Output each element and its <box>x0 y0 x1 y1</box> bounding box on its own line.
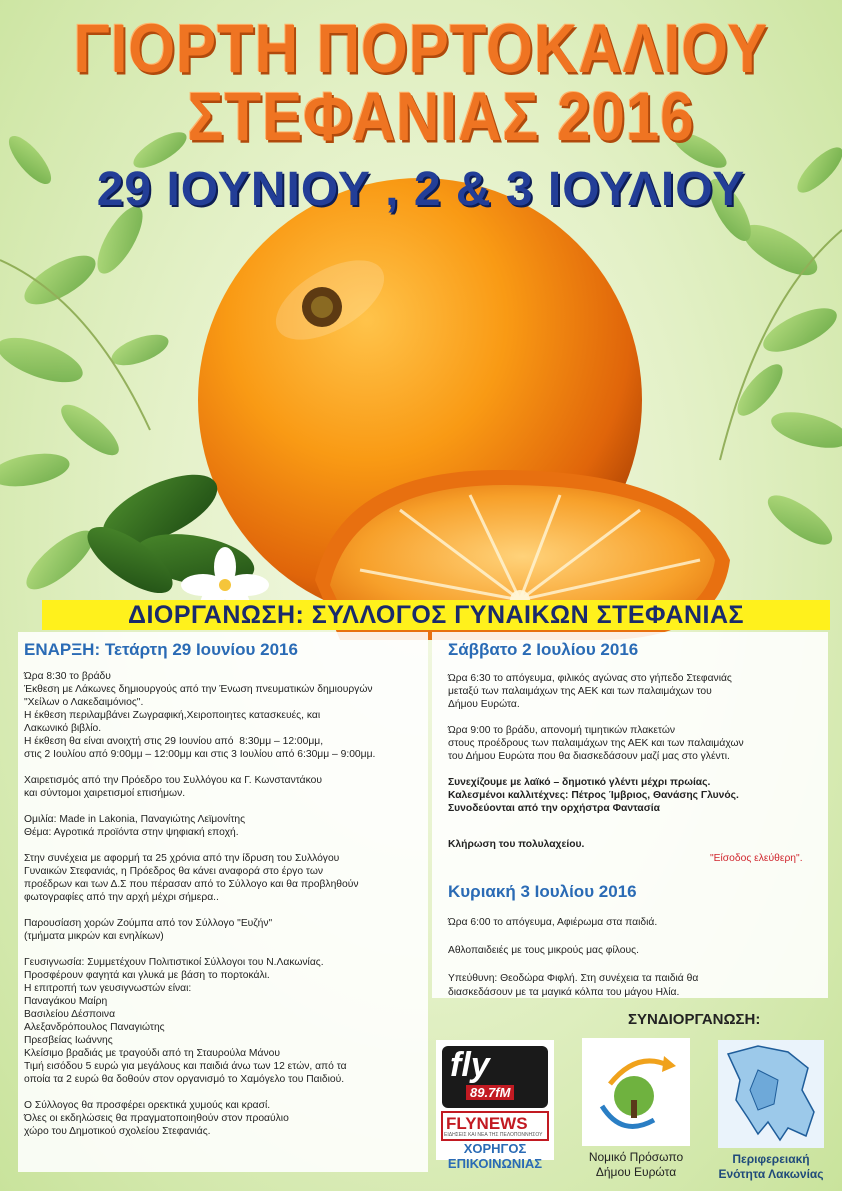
fly-caption-line2: ΕΠΙΚΟΙΝΩΝΙΑΣ <box>447 1156 543 1171</box>
laconia-region-logo <box>718 1040 824 1148</box>
organizer-banner: ΔΙΟΡΓΑΝΩΣΗ: ΣΥΛΛΟΓΟΣ ΓΥΝΑΙΚΩΝ ΣΤΕΦΑΝΙΑΣ <box>42 600 830 630</box>
co-organizers-heading: ΣΥΝΔΙΟΡΓΑΝΩΣΗ: <box>628 1011 761 1028</box>
day3-program: Ώρα 6:00 το απόγευμα, Αφιέρωμα στα παιδιά. Αθλοπαιδειές με τους μικρούς μας φίλους. Υπεύθυνη: Θεοδώρα Φιφλή. Στη συνέχεια τα παιδιά θα διασκεδάσουν με τα μαγικά κόλπα του μάγου Ηλία. <box>448 917 699 998</box>
region-caption <box>696 1152 842 1182</box>
flynews-text: FLYNEWS <box>446 1114 528 1133</box>
evrotas-logo-graphic <box>582 1038 690 1146</box>
day2-program: Ώρα 6:30 το απόγευμα, φιλικός αγώνας στο γήπεδο Στεφανιάς μεταξύ των παλαιμάχων της ΑΕΚ και των παλαιμάχων του Δήμου Ευρώτα. Ώρα 9:00 το βράδυ, απονομή τιμητικών πλακετών στους προέδρους των παλαιμάχων της ΑΕΚ και των παλαιμάχων του Δήμου Ευρώτα που θα διασκεδάσουν μαζί μας στο γλέντι. <box>448 673 744 762</box>
day1-panel <box>18 632 428 1172</box>
region-caption-line2: Ενότητα Λακωνίας <box>718 1167 824 1181</box>
day3-heading: Κυριακή 3 Ιουλίου 2016 <box>448 882 637 901</box>
title-line-2: ΣΤΕΦΑΝΙΑΣ 2016 <box>187 77 695 156</box>
fly-frequency: 89.7fM <box>466 1085 514 1100</box>
region-caption-line1: Περιφερειακή <box>732 1152 810 1166</box>
day2-raffle: Κλήρωση του πολυλαχείου. <box>448 839 585 850</box>
fly-logo-text: fly <box>450 1046 490 1084</box>
evrotas-caption-line1: Νομικό Πρόσωπο <box>588 1150 684 1164</box>
evrotas-logo <box>582 1038 690 1146</box>
fly-caption-line1: ΧΟΡΗΓΟΣ <box>463 1141 527 1156</box>
day1-heading: ΕΝΑΡΞΗ: Τετάρτη 29 Ιουνίου 2016 <box>24 640 298 659</box>
fly-caption <box>424 1141 566 1171</box>
evrotas-caption-line2: Δήμου Ευρώτα <box>595 1165 677 1179</box>
flynews-subtitle: ΕΙΔΗΣΕΙΣ ΚΑΙ ΝΕΑ ΤΗΣ ΠΕΛΟΠΟΝΝΗΣΟΥ <box>444 1132 543 1138</box>
day1-program: Ώρα 8:30 το βράδυ Έκθεση με Λάκωνες δημιουργούς από την Ένωση πνευματικών δημιουργών "Χείλων ο Λακεδαιμόνιος". Η έκθεση περιλαμβάνει Ζωγραφική,Χειροποιητες κατασκευές, και Λακωνικό βιβλίο. Η έκθεση θα είναι ανοιχτή στις 29 Ιουνίου από 8:30μμ – 12:00μμ, στις 2 Ιουλίου από 9:00μμ – 12:00μμ και στις 3 Ιουλίου από 6:30μμ – 9:00μμ. Χαιρετισμός από την Πρόεδρο του Συλλόγου κα Γ. Κωνσταντάκου και σύντομοι χαιρετισμοί επισήμων. Ομιλία: Made in Lakonia, Παναγιώτης Λεϊμονίτης Θέμα: Αγροτικά προϊόντα στην ψηφιακή εποχή. Στην συνέχεια με αφορμή τα 25 χρόνια από την ίδρυση του Συλλόγου Γυναικών Στεφανιάς, η Πρόεδρος θα κάνει αναφορά στο έργο των προέδρων και των Δ.Σ που πέρασαν από το Σύλλογο και θα προβληθούν φωτογραφίες από την αρχή μέχρι σήμερα.. Παρουσίαση χορών Ζούμπα από τον Σύλλογο "Ευζήν" (τμήματα μικρών και ενηλίκων) Γευσιγνωσία: Συμμετέχουν Πολιτιστικοί Σύλλογοι του Ν.Λακωνίας. Προσφέρουν φαγητά και γλυκά με βάση το πορτοκάλι. Η επιτροπή των γευσιγνωστών είναι: Παναγάκου Μαίρη Βασιλείου Δέσποινα Αλεξανδρόπουλος Παναγιώτης Πρεσβείας Ιωάννης Κλείσιμο βραδιάς με τραγούδι από τη Σταυρούλα Μάνου Τιμή εισόδου 5 ευρώ για μεγάλους και παιδιά άνω των 12 ετών, από τα οποία τα 2 ευρώ θα δοθούν στον οργανισμό το Χαμόγελο του Παιδιού. Ο Σύλλογος θα προσφέρει ορεκτικά χυμούς και κρασί. Όλες οι εκδηλώσεις θα πραγματοποιηθούν στον προαύλιο χώρο του Δημοτικού σχολείου Στεφανιάς. <box>24 671 376 1137</box>
title-line-1: ΓΙΟΡΤΗ ΠΟΡΤΟΚΑΛΙΟΥ <box>73 9 769 88</box>
day2-party: Συνεχίζουμε με λαϊκό – δημοτικό γλέντι μέχρι πρωίας. Καλεσμένοι καλλιτέχνες: Πέτρος Ίμβριος, Θανάσης Γλυνός. Συνοδεύονται από την ορχήστρα Φαντασία <box>448 777 739 814</box>
day2-heading: Σάββατο 2 Ιουλίου 2016 <box>448 640 639 659</box>
festival-dates: 29 ΙΟΥΝΙΟΥ , 2 & 3 ΙΟΥΛΙΟΥ <box>96 163 746 216</box>
laconia-map-graphic <box>718 1040 824 1148</box>
day2-day3-panel <box>432 632 828 998</box>
free-entry-note: "Είσοδος ελεύθερη". <box>710 853 803 864</box>
evrotas-caption <box>566 1150 706 1180</box>
